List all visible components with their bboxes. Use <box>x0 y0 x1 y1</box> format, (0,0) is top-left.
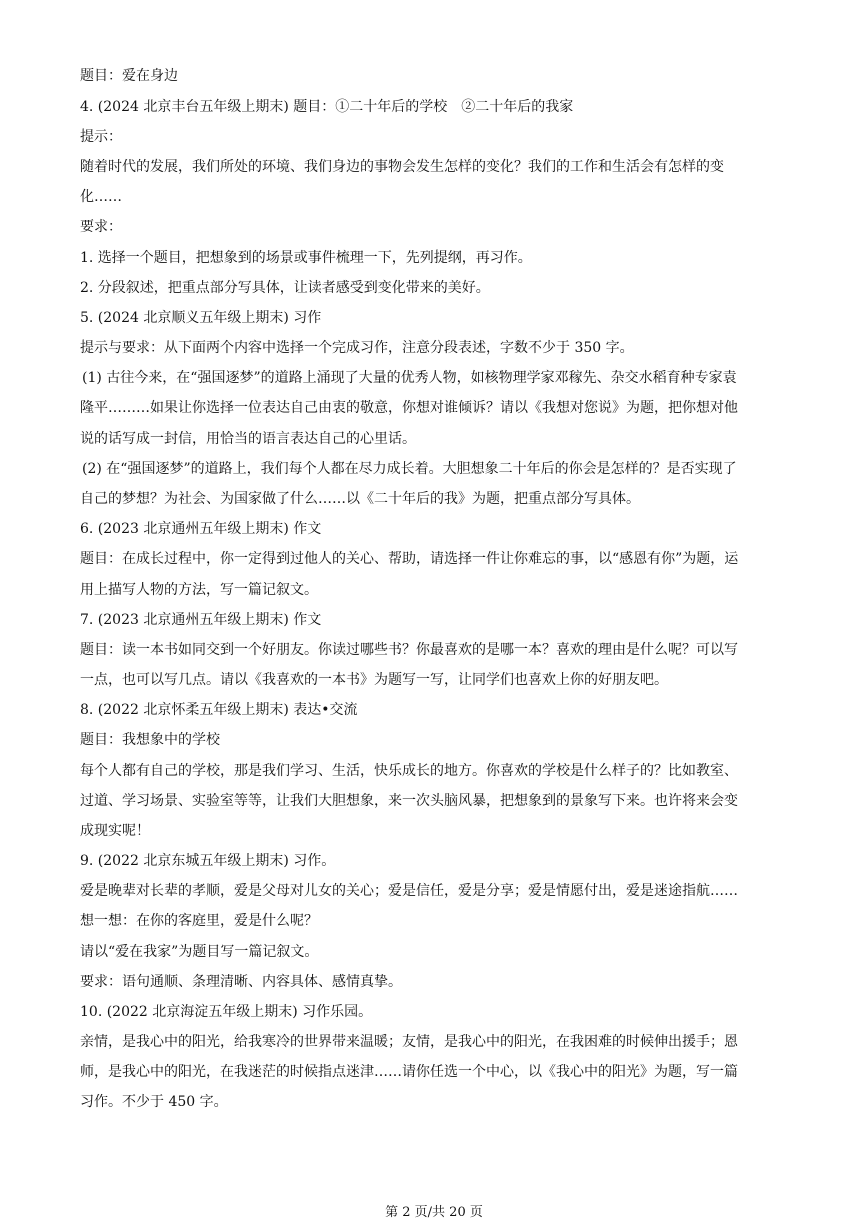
text-line: 随着时代的发展，我们所处的环境、我们身边的事物会发生怎样的变化？我们的工作和生活会有怎样的变 <box>80 159 724 175</box>
text-line: (2) 在“强国逐梦”的道路上，我们每个人都在尽力成长着。大胆想象二十年后的你会是怎样的？是否实现了 <box>82 461 737 477</box>
text-line: 过道、学习场景、实验室等等，让我们大胆想象，来一次头脑风暴，把想象到的景象写下来。也许将来会变 <box>80 793 738 809</box>
question-5-heading: 5. (2024 北京顺义五年级上期末) 习作 <box>80 310 322 326</box>
text-line: 请以“爱在我家”为题目写一篇记叙文。 <box>80 944 319 960</box>
text-line: 亲情，是我心中的阳光，给我寒冷的世界带来温暖；友情，是我心中的阳光，在我困难的时候伸出援手；恩 <box>80 1034 738 1050</box>
text-line: 自己的梦想？为社会、为国家做了什么……以《二十年后的我》为题，把重点部分写具体。 <box>80 491 640 507</box>
text-line: 要求：语句通顺、条理清晰、内容具体、感情真挚。 <box>80 974 402 990</box>
question-7-heading: 7. (2023 北京通州五年级上期末) 作文 <box>80 612 322 628</box>
text-line: 2. 分段叙述，把重点部分写具体，让读者感受到变化带来的美好。 <box>80 280 490 296</box>
text-line: 1. 选择一个题目，把想象到的场景或事件梳理一下，先列提纲，再习作。 <box>80 250 532 266</box>
text-line: 题目：爱在身边 <box>80 68 178 84</box>
text-line: 提示与要求：从下面两个内容中选择一个完成习作，注意分段表述，字数不少于 350 字。 <box>80 340 634 356</box>
question-6-heading: 6. (2023 北京通州五年级上期末) 作文 <box>80 521 322 537</box>
text-line: 一点，也可以写几点。请以《我喜欢的一本书》为题写一写，让同学们也喜欢上你的好朋友吧。 <box>80 672 668 688</box>
text-line: 隆平………如果让你选择一位表达自己由衷的敬意，你想对谁倾诉？请以《我想对您说》为题，把你想对他 <box>80 400 738 416</box>
text-line: 说的话写成一封信，用恰当的语言表达自己的心里话。 <box>80 431 416 447</box>
question-4-heading: 4. (2024 北京丰台五年级上期末) 题目：①二十年后的学校 ②二十年后的我家 <box>80 99 574 115</box>
text-line: 题目：我想象中的学校 <box>80 732 220 748</box>
text-line: 爱是晚辈对长辈的孝顺，爱是父母对儿女的关心；爱是信任，爱是分享；爱是情愿付出，爱是迷途指航…… <box>80 883 738 899</box>
text-line: 想一想：在你的客庭里，爱是什么呢？ <box>80 913 318 929</box>
text-line: 用上描写人物的方法，写一篇记叙文。 <box>80 582 318 598</box>
question-9-heading: 9. (2022 北京东城五年级上期末) 习作。 <box>80 853 336 869</box>
page-number-footer: 第 2 页/共 20 页 <box>385 1205 483 1220</box>
text-line: 提示： <box>80 129 122 145</box>
text-line: 题目：读一本书如同交到一个好朋友。你读过哪些书？你最喜欢的是哪一本？喜欢的理由是什么呢？可以写 <box>80 642 738 658</box>
text-line: 每个人都有自己的学校，那是我们学习、生活，快乐成长的地方。你喜欢的学校是什么样子的？比如教室、 <box>80 763 738 779</box>
text-line: 习作。不少于 450 字。 <box>80 1094 228 1110</box>
text-line: (1) 古往今来，在“强国逐梦”的道路上涌现了大量的优秀人物，如核物理学家邓稼先、杂交水稻育种专家袁 <box>82 370 737 386</box>
text-line: 题目：在成长过程中，你一定得到过他人的关心、帮助，请选择一件让你难忘的事，以“感恩有你”为题，运 <box>80 551 739 567</box>
question-10-heading: 10. (2022 北京海淀五年级上期末) 习作乐园。 <box>80 1004 373 1020</box>
text-line: 化…… <box>80 189 122 205</box>
text-line: 师，是我心中的阳光，在我迷茫的时候指点迷津……请你任选一个中心，以《我心中的阳光》为题，写一篇 <box>80 1064 738 1080</box>
question-8-heading: 8. (2022 北京怀柔五年级上期末) 表达•交流 <box>80 702 358 718</box>
text-line: 要求： <box>80 219 122 235</box>
text-line: 成现实呢！ <box>80 823 150 839</box>
